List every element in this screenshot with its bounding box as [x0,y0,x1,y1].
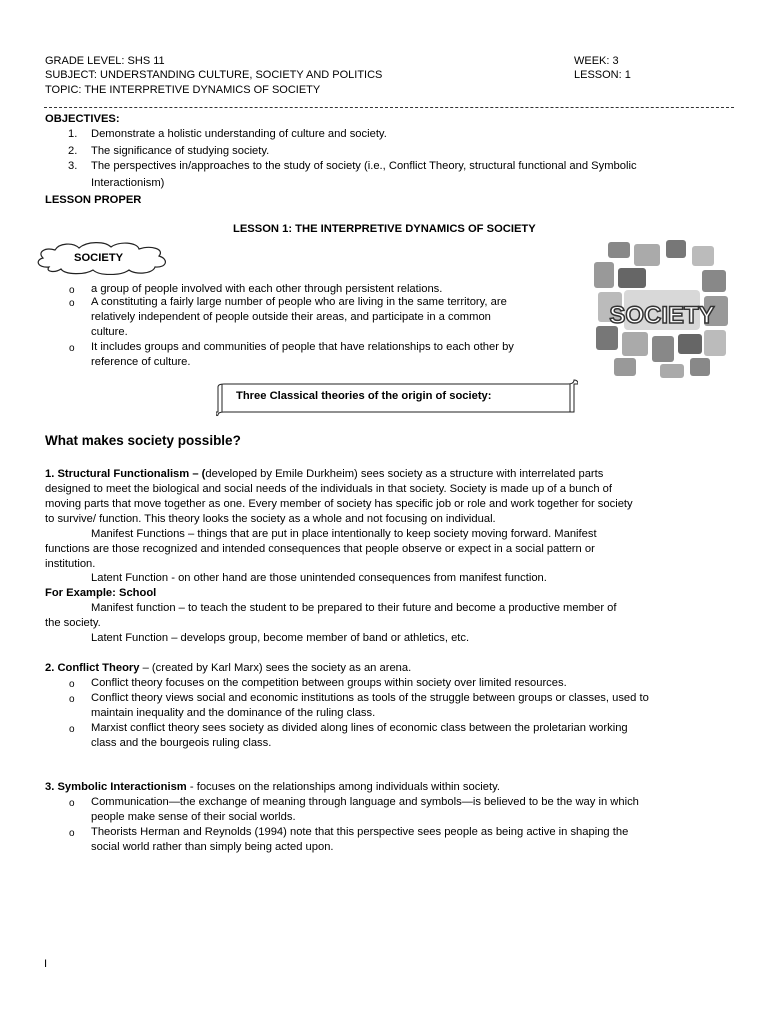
week: WEEK: 3 [574,55,619,67]
latent-function-line: Latent Function - on other hand are those unintended consequences from manifest function. [91,572,547,584]
lesson-number: LESSON: 1 [574,69,631,81]
society-image-text: SOCIETY [609,302,715,329]
lesson-title: LESSON 1: THE INTERPRETIVE DYNAMICS OF SOCIETY [233,223,536,235]
bullet-icon: o [69,679,75,690]
bullet-icon: o [69,694,75,705]
society-bullet-3-line2: reference of culture. [91,356,191,368]
objective-num-3: 3. [68,160,78,172]
structural-line2: designed to meet the biological and social needs of the individuals in that society. Society is made up of a bunch of [45,483,612,495]
conflict-bullet-2-line2: maintain inequality and the dominance of the ruling class. [91,707,376,719]
objective-1: Demonstrate a holistic understanding of culture and society. [91,128,387,140]
conflict-bullet-3-line2: class and the bourgeois ruling class. [91,737,272,749]
structural-line3: moving parts that move together as one. Every member of society has specific job or role and work together for society [45,498,633,510]
example-line: For Example: School [45,587,157,599]
scroll-banner-text: Three Classical theories of the origin of society: [236,390,492,402]
manifest-functions-line1: Manifest Functions – things that are put in place intentionally to keep society moving forward. Manifest [91,528,597,540]
subject: SUBJECT: UNDERSTANDING CULTURE, SOCIETY AND POLITICS [45,69,383,81]
society-bullet-2-line3: culture. [91,326,128,338]
objectives-heading: OBJECTIVES: [45,113,120,125]
bullet-icon: o [69,298,75,309]
grade-level: GRADE LEVEL: SHS 11 [45,55,165,67]
society-collage-image [594,240,730,378]
symbolic-title: 3. Symbolic Interactionism [45,781,187,793]
objective-num-1: 1. [68,128,78,140]
example-manifest-line2: the society. [45,617,101,629]
society-bullet-2-line1: A constituting a fairly large number of people who are living in the same territory, are [91,296,507,308]
symbolic-bullet-2-line1: Theorists Herman and Reynolds (1994) note that this perspective sees people as being active in shaping the [91,826,629,838]
page-number: I [44,958,48,970]
objective-num-2: 2. [68,145,78,157]
symbolic-line: 3. Symbolic Interactionism - focuses on the relationships among individuals within society. [45,781,500,793]
example-manifest-line1: Manifest function – to teach the student to be prepared to their future and become a productive member of [91,602,617,614]
objective-2: The significance of studying society. [91,145,270,157]
lesson-proper-heading: LESSON PROPER [45,194,142,206]
structural-line4: to survive/ function. This theory looks the society as a whole and not focusing on individual. [45,513,496,525]
objective-3-line2: Interactionism) [91,177,165,189]
society-cloud-label: SOCIETY [74,252,124,264]
symbolic-bullet-2-line2: social world rather than simply being acted upon. [91,841,334,853]
symbolic-bullet-1-line2: people make sense of their social worlds. [91,811,296,823]
bullet-icon: o [69,285,75,296]
manifest-functions-line2: functions are those recognized and intended consequences that people observe or expect in a social pattern or [45,543,595,555]
conflict-bullet-1: Conflict theory focuses on the competition between groups within society over limited resources. [91,677,567,689]
structural-line1: 1. Structural Functionalism – (developed by Emile Durkheim) sees society as a structure with interrelated parts [45,468,604,480]
bullet-icon: o [69,798,75,809]
conflict-line: 2. Conflict Theory – (created by Karl Marx) sees the society as an arena. [45,662,412,674]
conflict-title: 2. Conflict Theory [45,662,140,674]
structural-title: 1. Structural Functionalism [45,468,190,480]
symbolic-bullet-1-line1: Communication—the exchange of meaning through language and symbols—is believed to be the way in which [91,796,639,808]
objective-3-line1: The perspectives in/approaches to the study of society (i.e., Conflict Theory, structural functional and Symbolic [91,160,637,172]
topic: TOPIC: THE INTERPRETIVE DYNAMICS OF SOCIETY [45,84,321,96]
bullet-icon: o [69,828,75,839]
header-divider [44,107,734,108]
society-bullet-1: a group of people involved with each other through persistent relations. [91,283,443,295]
society-bullet-2-line2: relatively independent of people outside their areas, and participate in a common [91,311,491,323]
bullet-icon: o [69,724,75,735]
section-heading: What makes society possible? [45,433,241,448]
bullet-icon: o [69,343,75,354]
conflict-bullet-2-line1: Conflict theory views social and economic institutions as tools of the struggle between groups or classes, used to [91,692,649,704]
manifest-functions-line3: institution. [45,558,96,570]
example-latent-line: Latent Function – develops group, become member of band or athletics, etc. [91,632,470,644]
conflict-bullet-3-line1: Marxist conflict theory sees society as divided along lines of economic class between the proletarian working [91,722,628,734]
society-bullet-3-line1: It includes groups and communities of people that have relationships to each other by [91,341,514,353]
